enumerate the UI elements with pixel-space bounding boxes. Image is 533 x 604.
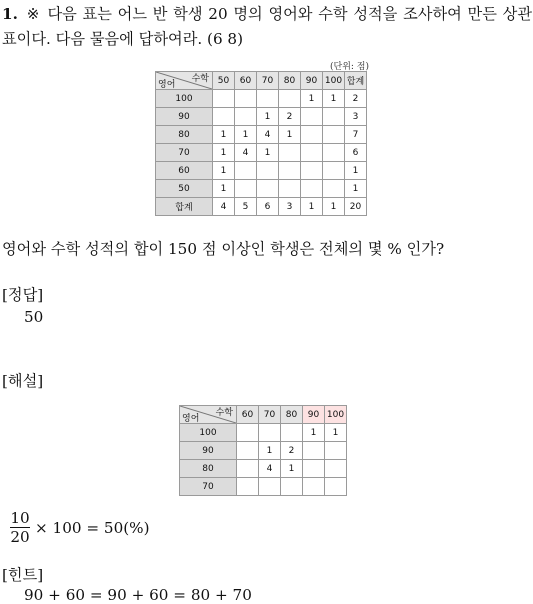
table2-cell: 1 [259, 442, 281, 460]
table1-cell [323, 144, 345, 162]
fraction [10, 510, 30, 545]
table2-cell [303, 478, 325, 496]
table1-cell: 4 [213, 198, 235, 216]
table2-column-header: 80 [281, 406, 303, 424]
formula-rest: × 100 = 50(%) [35, 518, 150, 537]
table1-corner-column-label: 수학 [191, 74, 209, 84]
table1-cell [235, 162, 257, 180]
table1-corner-row-label: 영어 [158, 80, 176, 90]
table2-cell [281, 478, 303, 496]
table1-cell [213, 90, 235, 108]
fraction-numerator: 10 [10, 509, 30, 527]
table2-column-header: 90 [303, 406, 325, 424]
table2-row [180, 478, 347, 496]
table1-column-header: 합계 [345, 72, 367, 90]
table1-cell: 5 [235, 198, 257, 216]
table1-row [156, 198, 367, 216]
table2-corner-row-label: 영어 [182, 414, 200, 424]
table1-row-header: 90 [156, 108, 213, 126]
table1-cell: 3 [279, 198, 301, 216]
table2-cell [303, 460, 325, 478]
table1-cell [235, 108, 257, 126]
table1-corner-cell [156, 72, 213, 90]
table2-column-header: 100 [325, 406, 347, 424]
table1-row-header: 70 [156, 144, 213, 162]
hint-text: 90 + 60 = 90 + 60 = 80 + 70 [24, 586, 252, 604]
table1-cell [301, 108, 323, 126]
subquestion-text: 영어와 수학 성적의 합이 150 점 이상인 학생은 전체의 몇 % 인가? [2, 240, 445, 258]
table1-cell [301, 126, 323, 144]
table1-header-row [156, 72, 367, 90]
table1-row-header: 50 [156, 180, 213, 198]
table2-column-header: 60 [237, 406, 259, 424]
table1-cell [301, 144, 323, 162]
table2-row-header: 90 [180, 442, 237, 460]
table1-cell: 2 [279, 108, 301, 126]
table1-cell [235, 180, 257, 198]
table1-cell [257, 162, 279, 180]
table2-row [180, 442, 347, 460]
table1-cell: 1 [235, 126, 257, 144]
table1-row [156, 126, 367, 144]
table2-cell [281, 424, 303, 442]
table2-cell [259, 424, 281, 442]
table1-row [156, 90, 367, 108]
table1-cell: 7 [345, 126, 367, 144]
table1-column-header: 70 [257, 72, 279, 90]
table1-row [156, 180, 367, 198]
table1-cell: 6 [345, 144, 367, 162]
fraction-denominator: 20 [10, 528, 30, 546]
table1-unit: (단위: 점) [330, 62, 369, 72]
table2-cell [325, 478, 347, 496]
table1-cell: 1 [345, 180, 367, 198]
table1-cell: 1 [213, 126, 235, 144]
reference-mark: ※ [25, 5, 41, 23]
table2-column-header: 70 [259, 406, 281, 424]
answer-label: [정답] [2, 286, 44, 304]
table1-cell: 1 [257, 108, 279, 126]
table2-header-row [180, 406, 347, 424]
table1-row [156, 108, 367, 126]
table1-row-header: 60 [156, 162, 213, 180]
table1-cell [301, 162, 323, 180]
table1-cell [235, 90, 257, 108]
table1-cell [213, 108, 235, 126]
table1-cell: 4 [235, 144, 257, 162]
table2-cell [325, 460, 347, 478]
percent-formula [10, 510, 150, 545]
table1-cell [301, 180, 323, 198]
table1-cell [279, 180, 301, 198]
table2-cell: 1 [303, 424, 325, 442]
explanation-table [179, 405, 347, 496]
table1-row-header: 합계 [156, 198, 213, 216]
table2-cell: 1 [325, 424, 347, 442]
table2-row-header: 80 [180, 460, 237, 478]
table1-cell: 2 [345, 90, 367, 108]
table1-cell [279, 90, 301, 108]
table1-row-header: 80 [156, 126, 213, 144]
table1-column-header: 90 [301, 72, 323, 90]
table2-cell: 2 [281, 442, 303, 460]
table1-column-header: 50 [213, 72, 235, 90]
table1-cell [323, 108, 345, 126]
hint-label: [힌트] [2, 566, 44, 584]
table2-row [180, 460, 347, 478]
table1-cell [257, 90, 279, 108]
table1-cell: 3 [345, 108, 367, 126]
table1-cell [323, 162, 345, 180]
answer-value: 50 [24, 308, 44, 326]
table2-cell [325, 442, 347, 460]
table1-cell: 1 [301, 90, 323, 108]
explanation-label: [해설] [2, 372, 44, 390]
question-number: 1. [2, 5, 18, 23]
table1-column-header: 100 [323, 72, 345, 90]
table2-corner-column-label: 수학 [215, 408, 233, 418]
table1-cell: 1 [279, 126, 301, 144]
table2-row [180, 424, 347, 442]
table1-row [156, 144, 367, 162]
table2-cell [259, 478, 281, 496]
table2-row-header: 100 [180, 424, 237, 442]
table1-cell: 1 [301, 198, 323, 216]
table1-row-header: 100 [156, 90, 213, 108]
table2-cell [237, 424, 259, 442]
table2-cell [237, 460, 259, 478]
table1-cell [279, 162, 301, 180]
table2-cell [303, 442, 325, 460]
table1-cell: 1 [257, 144, 279, 162]
table1-cell: 1 [323, 90, 345, 108]
table2-cell [237, 442, 259, 460]
correlation-table [155, 71, 367, 216]
table1-cell: 1 [213, 144, 235, 162]
table1-cell: 1 [323, 198, 345, 216]
table1-cell: 1 [213, 162, 235, 180]
table2-corner-cell [180, 406, 237, 424]
table2-row-header: 70 [180, 478, 237, 496]
table2-cell: 4 [259, 460, 281, 478]
table2-cell [237, 478, 259, 496]
table1-cell [279, 144, 301, 162]
table2-cell: 1 [281, 460, 303, 478]
table1-cell: 20 [345, 198, 367, 216]
table1-cell [323, 126, 345, 144]
table1-cell: 4 [257, 126, 279, 144]
table1-cell: 1 [213, 180, 235, 198]
table1-cell: 1 [345, 162, 367, 180]
table1-row [156, 162, 367, 180]
table1-column-header: 80 [279, 72, 301, 90]
table1-cell [257, 180, 279, 198]
table1-cell: 6 [257, 198, 279, 216]
question-text [2, 2, 532, 52]
table1-cell [323, 180, 345, 198]
table1-column-header: 60 [235, 72, 257, 90]
question-body: 다음 표는 어느 반 학생 20 명의 영어와 수학 성적을 조사하여 만든 상관표이다. 다음 물음에 답하여라. (6 8) [2, 5, 532, 48]
